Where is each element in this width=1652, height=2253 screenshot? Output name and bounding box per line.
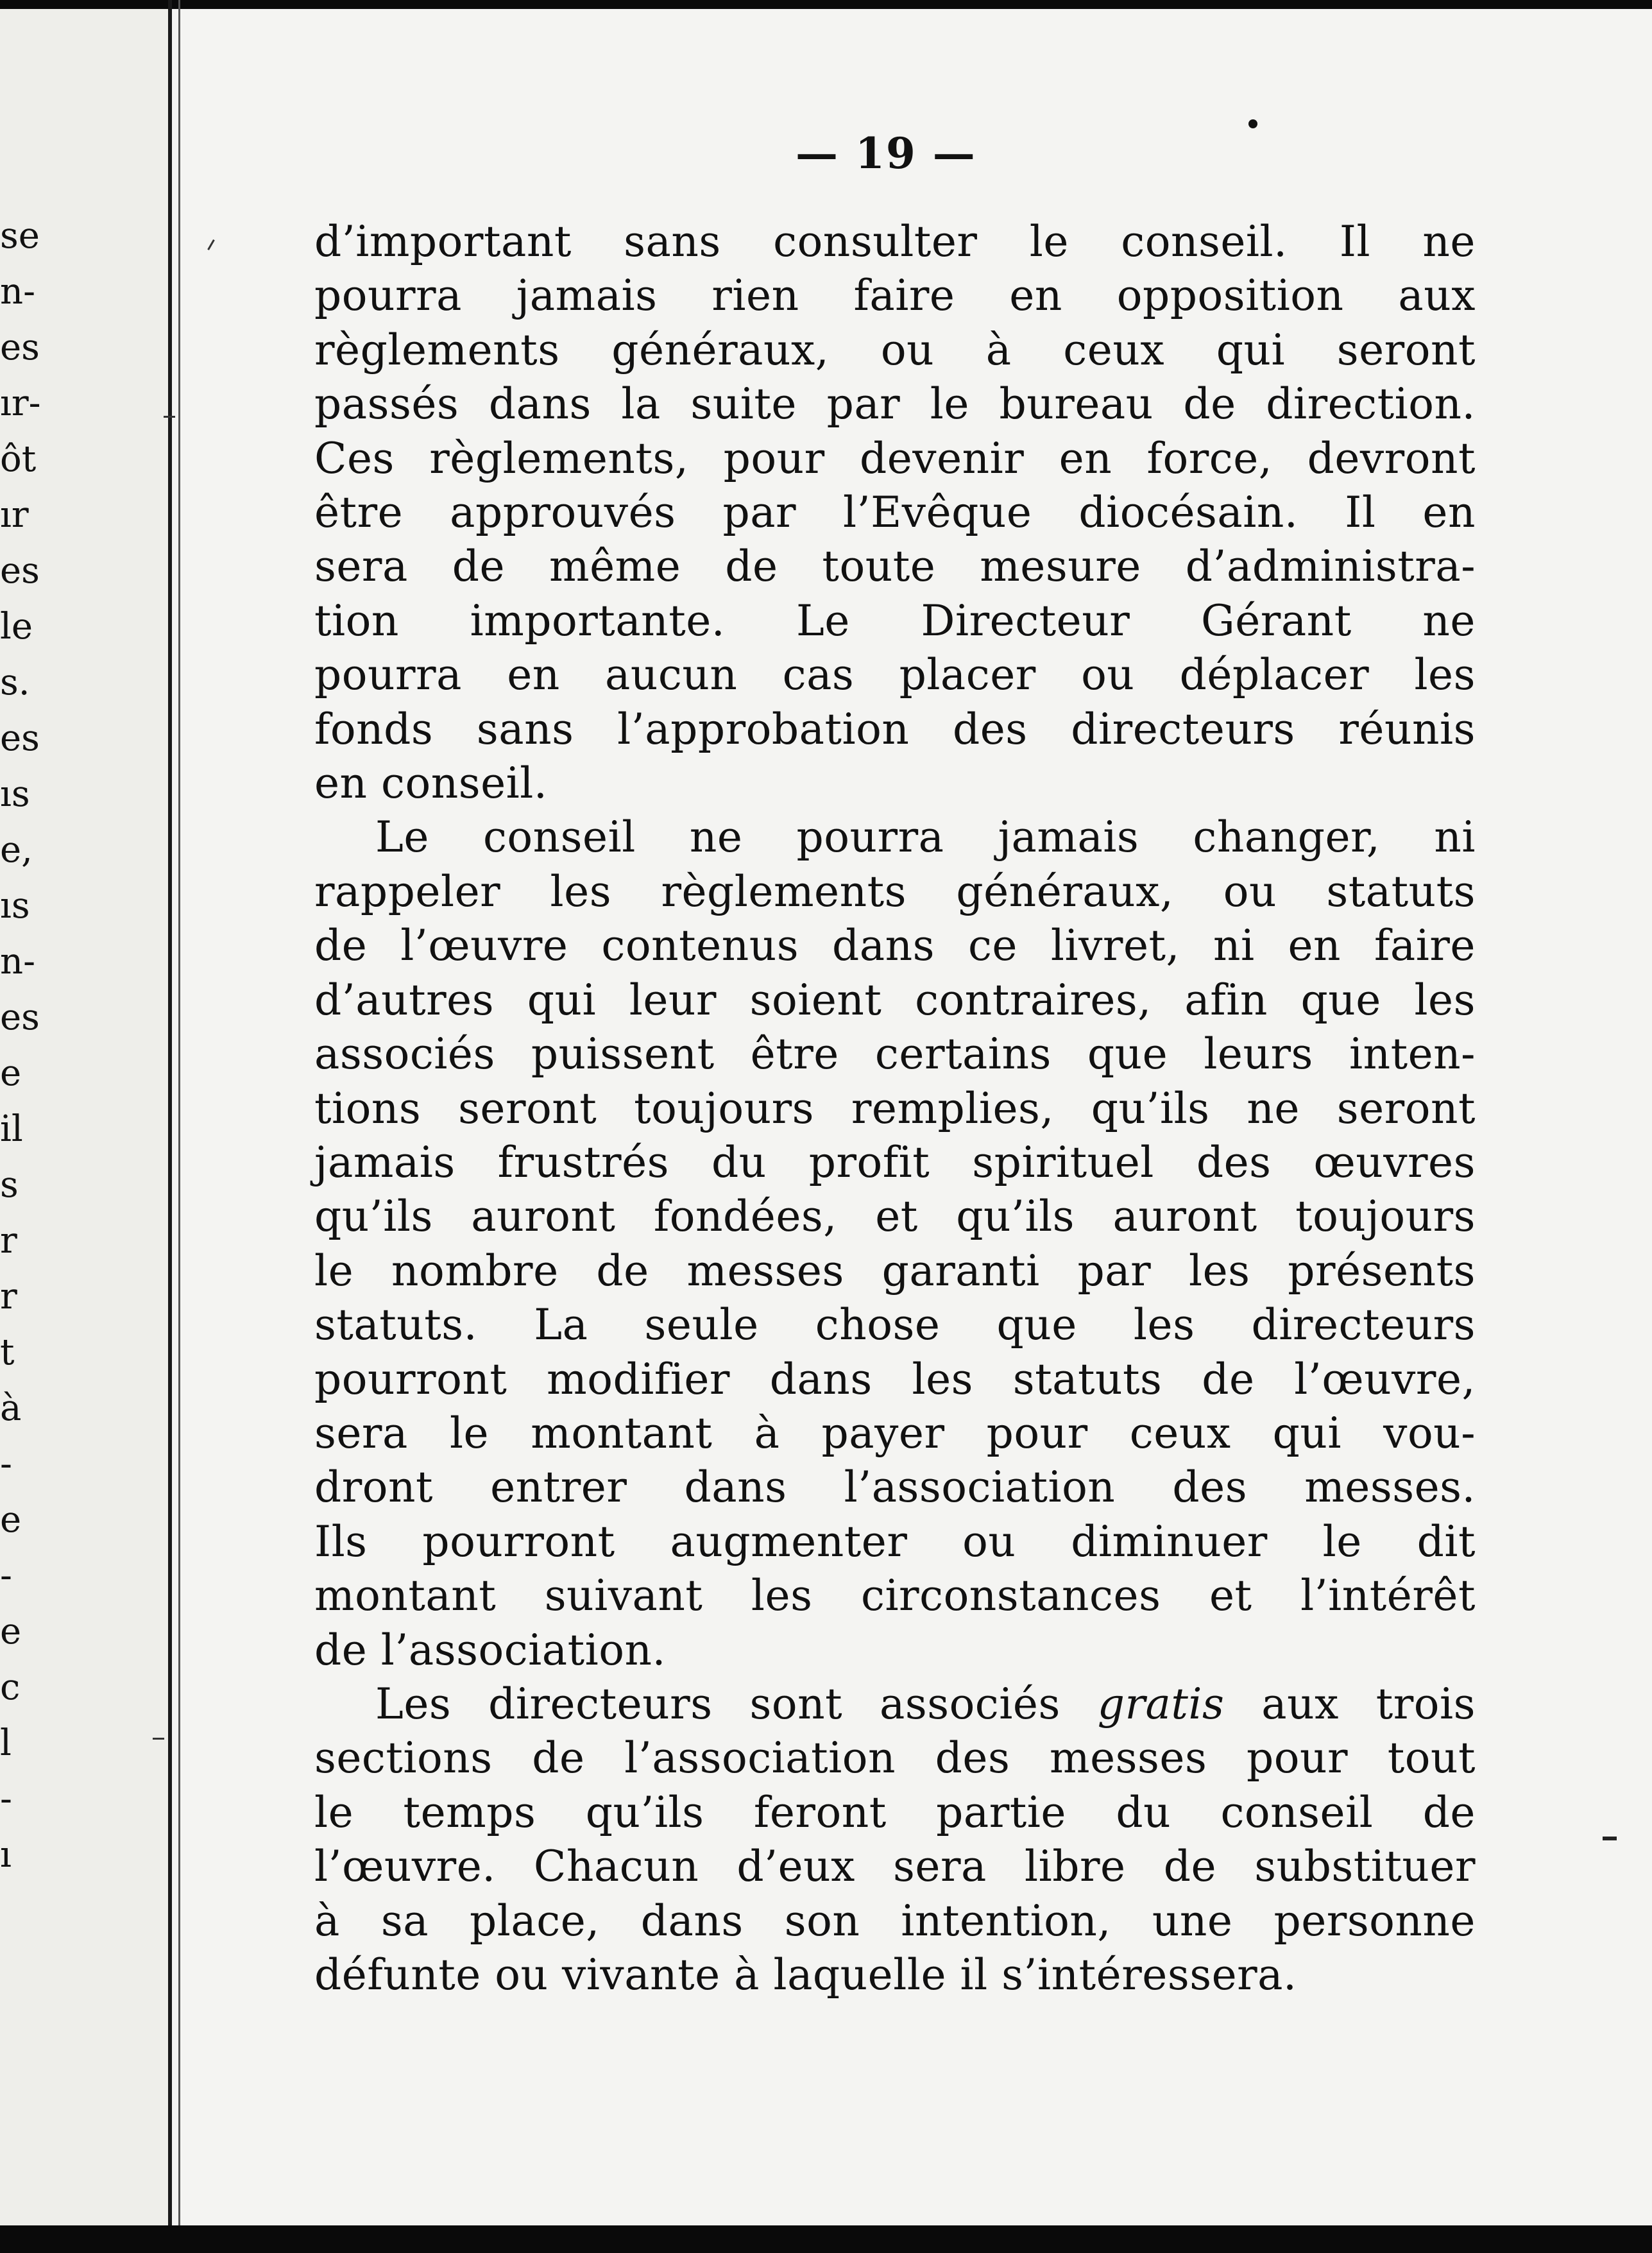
paragraph [314,1677,1476,2002]
text-line: Les directeurs sont associés gratis aux trois [375,1679,1476,1729]
text-line: sera le montant à payer pour ceux qui vou- [314,1408,1476,1458]
text-line: à sa place, dans son intention, une personne [314,1896,1476,1946]
margin-tick [207,239,215,250]
text-line: jamais frustrés du profit spirituel des œuvres [314,1137,1476,1187]
text-line: pourra jamais rien faire en opposition aux [314,271,1476,321]
text-line: pourront modifier dans les statuts de l’œuvre, [314,1354,1476,1404]
previous-page-fragment: es [0,997,40,1038]
paragraph [314,810,1476,1677]
previous-page-fragment: e [0,1052,22,1094]
ink-dot [1248,119,1257,128]
previous-page-fragment: ı [0,1834,12,1876]
text-line: défunte ou vivante à laquelle il s’intéressera. [314,1950,1297,2000]
previous-page-fragment: ıs [0,773,30,815]
text-line: rappeler les règlements généraux, ou statuts [314,866,1476,916]
text-line: règlements généraux, ou à ceux qui seront [314,325,1476,375]
previous-page-fragment: - [0,1555,12,1597]
scan-border-top [0,0,1652,9]
margin-tick [153,1738,164,1740]
text-line: qu’ils auront fondées, et qu’ils auront toujours [314,1192,1476,1242]
text-line: sections de l’association des messes pour tout [314,1733,1476,1783]
previous-page-edge [0,9,168,2225]
previous-page-fragment: e [0,1611,22,1652]
margin-mark [1603,1837,1617,1840]
text-line: l’œuvre. Chacun d’eux sera libre de substituer [314,1842,1476,1892]
previous-page-fragment: r [0,1276,17,1317]
previous-page-fragment: n- [0,941,35,982]
previous-page-fragment: es [0,327,40,368]
text-line: montant suivant les circonstances et l’intérêt [314,1571,1476,1621]
emphasis-gratis: gratis [1097,1679,1225,1729]
page-body-text [314,215,1476,2002]
text-line: fonds sans l’approbation des directeurs réunis [314,704,1476,754]
text-line: associés puissent être certains que leurs inten- [314,1029,1476,1079]
text-line: être approuvés par l’Evêque diocésain. Il en [314,488,1476,538]
margin-tick [164,416,175,418]
previous-page-fragment: e [0,1499,22,1541]
text-line: le nombre de messes garanti par les présents [314,1246,1476,1296]
text-line: passés dans la suite par le bureau de direction. [314,379,1476,429]
text-line: Le conseil ne pourra jamais changer, ni [375,812,1476,862]
previous-page-fragment: ıs [0,885,30,927]
previous-page-fragment: ôt [0,438,37,480]
previous-page-fragment: es [0,717,40,759]
previous-page-fragment: à [0,1387,22,1429]
previous-page-fragment: s. [0,662,30,703]
previous-page-text-fragments [0,208,58,1883]
scan-border-bottom [0,2225,1652,2253]
previous-page-fragment: r [0,1220,17,1262]
text-line: sera de même de toute mesure d’administra- [314,542,1476,592]
text-line: Ils pourront augmenter ou diminuer le dit [314,1516,1476,1566]
text-line: tions seront toujours remplies, qu’ils ne seront [314,1083,1476,1133]
previous-page-fragment: n- [0,271,35,313]
previous-page-fragment: - [0,1443,12,1485]
text-line: statuts. La seule chose que les directeurs [314,1300,1476,1350]
text-line: le temps qu’ils feront partie du conseil de [314,1787,1476,1837]
text-line: dront entrer dans l’association des messes. [314,1462,1476,1512]
text-line: de l’association. [314,1625,666,1675]
previous-page-fragment: ır [0,494,29,536]
page-gutter-shadow [178,0,180,2253]
previous-page-fragment: le [0,606,33,647]
previous-page-fragment: ır- [0,382,41,424]
previous-page-fragment: s [0,1164,19,1206]
paragraph [314,215,1476,810]
text-line: d’important sans consulter le conseil. Il ne [314,217,1476,266]
text-line: en conseil. [314,758,548,809]
text-line: d’autres qui leur soient contraires, afin que les [314,975,1476,1025]
previous-page-fragment: - [0,1778,12,1820]
page-number: — 19 — [796,128,976,178]
page-gutter [168,0,172,2253]
previous-page-fragment: se [0,215,40,257]
previous-page-fragment: e, [0,829,33,871]
text-line: de l’œuvre contenus dans ce livret, ni en faire [314,921,1476,971]
text-line: pourra en aucun cas placer ou déplacer les [314,650,1476,700]
text-line: Ces règlements, pour devenir en force, devront [314,433,1476,483]
text-line: tion importante. Le Directeur Gérant ne [314,595,1476,646]
previous-page-fragment: es [0,550,40,592]
previous-page-fragment: t [0,1332,15,1373]
previous-page-fragment: il [0,1108,23,1150]
previous-page-fragment: c [0,1666,21,1708]
previous-page-fragment: l [0,1722,12,1764]
